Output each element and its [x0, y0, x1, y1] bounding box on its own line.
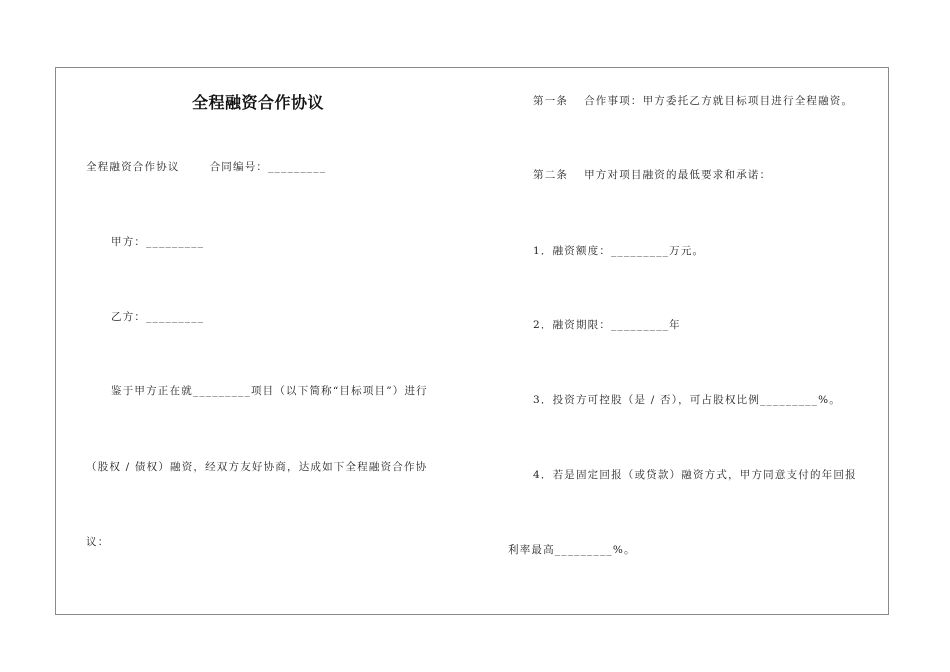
contract-name: 全程融资合作协议: [86, 161, 180, 173]
item-fixed-return-line-2: 利率最高_________%。: [508, 544, 636, 556]
party-b-field: 乙方：_________: [111, 311, 205, 323]
contract-header-line: [86, 160, 326, 174]
preamble-line-1: 鉴于甲方正在就_________项目（以下简称“目标项目”）进行: [111, 385, 428, 397]
item-fixed-return-line-1: 4．若是固定回报（或贷款）融资方式，甲方同意支付的年回报: [533, 469, 857, 481]
document-title: 全程融资合作协议: [192, 93, 325, 112]
item-financing-amount: 1．融资额度：_________万元。: [533, 245, 705, 257]
article-1: [533, 94, 853, 108]
article-1-text: 合作事项：甲方委托乙方就目标项目进行全程融资。: [584, 95, 854, 107]
party-a-field: 甲方：_________: [111, 236, 205, 248]
article-2-label: 第二条: [533, 169, 569, 181]
document-frame: [55, 67, 889, 615]
item-equity-control: 3．投资方可控股（是 / 否），可占股权比例_________%。: [533, 394, 841, 406]
article-1-label: 第一条: [533, 95, 569, 107]
contract-number-field: 合同编号：_________: [209, 161, 327, 173]
preamble-line-2: （股权 / 债权）融资，经双方友好协商，达成如下全程融资合作协: [86, 461, 428, 473]
item-financing-term: 2．融资期限：_________年: [533, 319, 681, 331]
article-2-text: 甲方对项目融资的最低要求和承诺：: [584, 169, 772, 181]
article-2: [533, 168, 771, 182]
preamble-line-3: 议：: [86, 536, 110, 548]
